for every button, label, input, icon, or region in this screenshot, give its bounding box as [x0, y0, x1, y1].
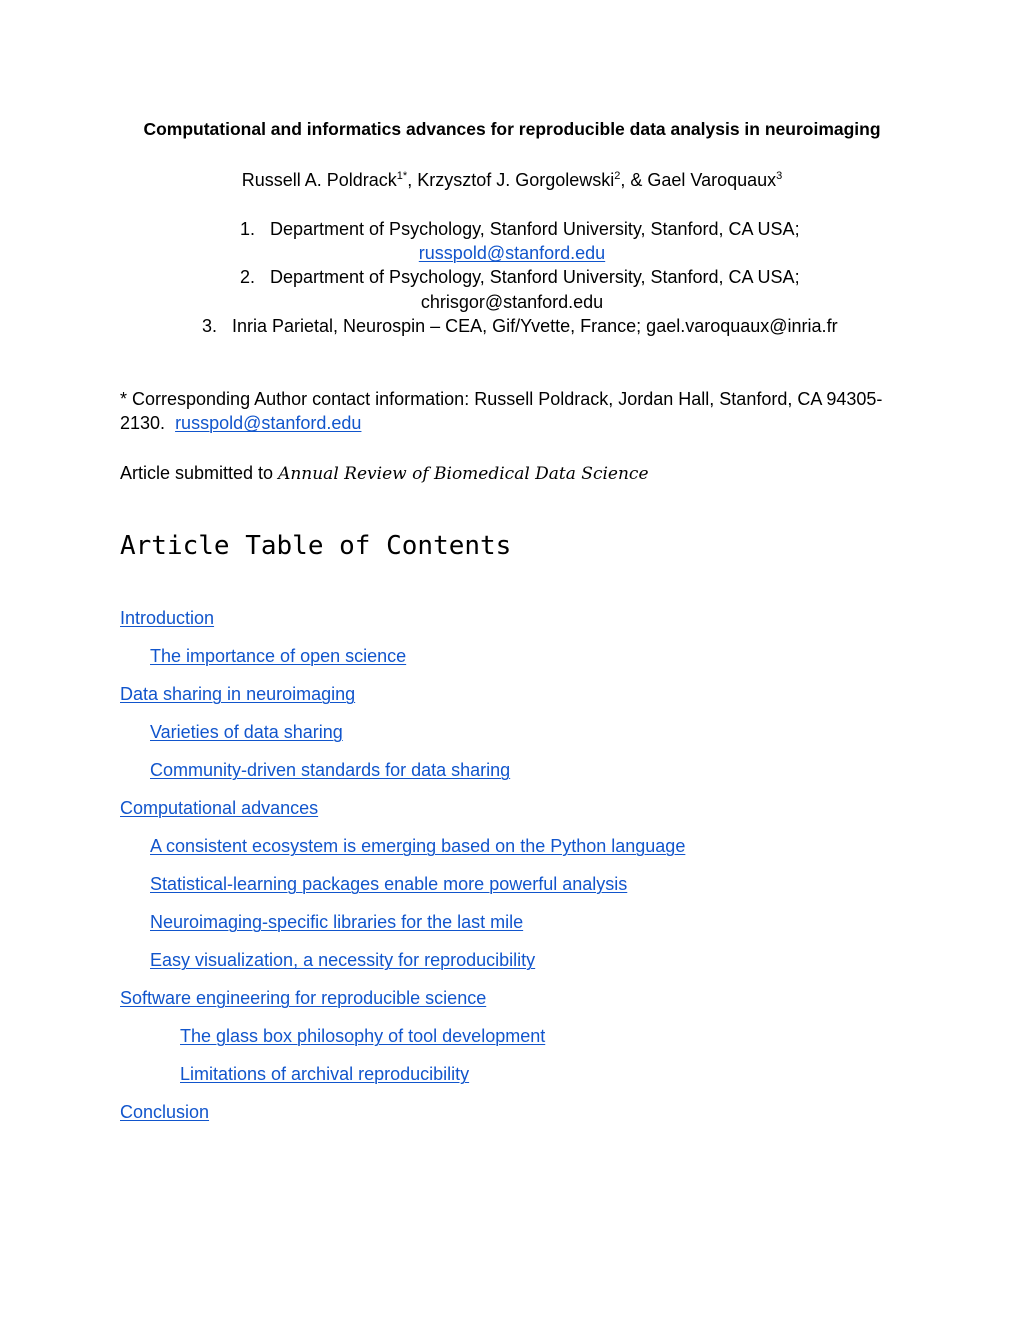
affiliation-text: Inria Parietal, Neurospin – CEA, Gif/Yvette, France; gael.varoquaux@inria.fr — [232, 316, 838, 336]
affiliation-number: 2. — [240, 267, 256, 287]
corresponding-author-line-2 — [120, 414, 361, 432]
toc-link[interactable]: The glass box philosophy of tool development — [180, 1026, 546, 1046]
author-superscript: 1* — [396, 170, 408, 182]
journal-name: Annual Review of Biomedical Data Science — [278, 464, 649, 484]
toc-link[interactable]: The importance of open science — [150, 646, 407, 666]
toc-link[interactable]: Software engineering for reproducible science — [120, 988, 487, 1008]
submission-note — [120, 464, 649, 483]
corresponding-author-line: * Corresponding Author contact information: Russell Poldrack, Jordan Hall, Stanford, CA 94305- — [120, 389, 883, 409]
author-list — [0, 171, 1024, 189]
author-separator: , — [407, 170, 418, 190]
submission-prefix: Article submitted to — [120, 463, 279, 483]
toc-link[interactable]: Community-driven standards for data sharing — [150, 760, 511, 780]
affiliation-email: chrisgor@stanford.edu — [420, 292, 604, 312]
affiliation-email-line — [0, 244, 1024, 262]
affiliation-text: Department of Psychology, Stanford University, Stanford, CA USA; — [270, 267, 800, 287]
author-separator: , & — [620, 170, 648, 190]
corresponding-postcode: 2130. — [120, 413, 166, 433]
author-name: Gael Varoquaux — [647, 170, 777, 190]
affiliation-text: Department of Psychology, Stanford University, Stanford, CA USA; — [270, 219, 800, 239]
corresponding-email-link[interactable]: russpold@stanford.edu — [175, 413, 362, 433]
toc-link[interactable]: Easy visualization, a necessity for reproducibility — [150, 950, 536, 970]
toc-link[interactable]: Conclusion — [120, 1102, 210, 1122]
affiliation-email-link[interactable]: russpold@stanford.edu — [418, 243, 606, 263]
toc-heading: Article Table of Contents — [120, 531, 512, 561]
toc-link[interactable]: A consistent ecosystem is emerging based on the Python language — [150, 836, 686, 856]
toc-link[interactable]: Computational advances — [120, 798, 319, 818]
toc-link[interactable]: Limitations of archival reproducibility — [180, 1064, 470, 1084]
toc-link[interactable]: Data sharing in neuroimaging — [120, 684, 356, 704]
affiliation-number: 3. — [202, 316, 218, 336]
author-name: Krzysztof J. Gorgolewski — [417, 170, 615, 190]
author-superscript: 3 — [776, 170, 783, 182]
toc-link[interactable]: Neuroimaging-specific libraries for the last mile — [150, 912, 524, 932]
author-superscript: 2 — [614, 170, 621, 182]
affiliation-number: 1. — [240, 219, 256, 239]
toc-link[interactable]: Statistical-learning packages enable more powerful analysis — [150, 874, 628, 894]
author-name: Russell A. Poldrack — [241, 170, 397, 190]
toc-link[interactable]: Introduction — [120, 608, 215, 628]
paper-title: Computational and informatics advances for reproducible data analysis in neuroimaging — [143, 119, 881, 139]
toc-link[interactable]: Varieties of data sharing — [150, 722, 343, 742]
